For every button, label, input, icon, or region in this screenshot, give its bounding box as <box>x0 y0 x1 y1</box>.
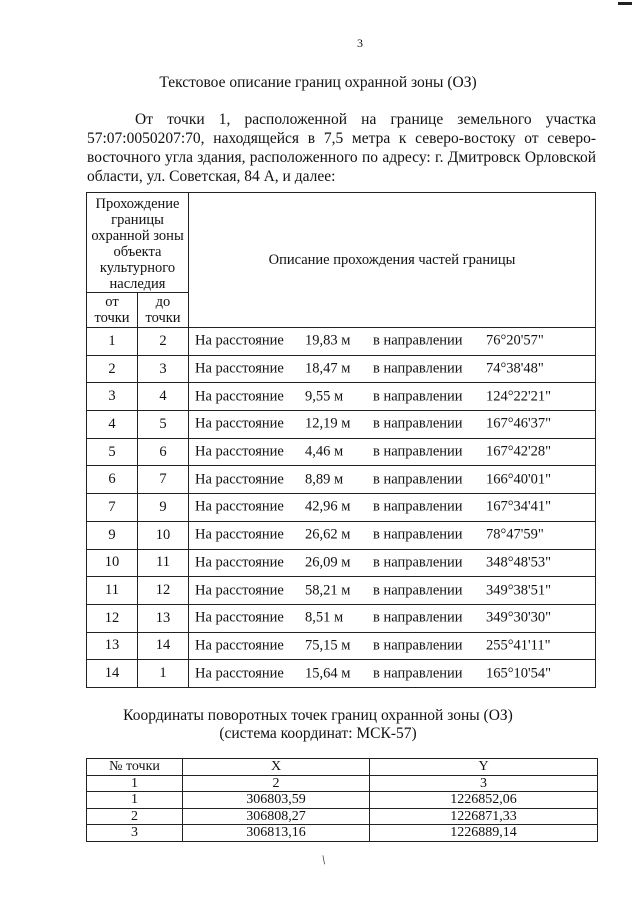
segment-description <box>189 577 596 605</box>
to-point: 6 <box>138 438 189 466</box>
coords-title-line1: Координаты поворотных точек границ охранной зоны (ОЗ) <box>123 707 513 724</box>
table-row <box>87 521 596 549</box>
from-point: 1 <box>87 328 138 356</box>
direction-angle: 255°41'11" <box>486 637 551 654</box>
header-pass: Прохождение границы охранной зоны объекта культурного наследия <box>87 193 189 293</box>
corner-mark <box>618 2 632 5</box>
coords-header-x: X <box>183 759 370 776</box>
from-point: 14 <box>87 660 138 688</box>
segment-description <box>189 383 596 411</box>
distance-value: 18,47 м <box>305 360 351 377</box>
coords-numbering: 3 <box>370 775 598 792</box>
direction-label: в направлении <box>373 554 463 571</box>
coords-header-num: № точки <box>87 759 183 776</box>
direction-label: в направлении <box>373 665 463 682</box>
distance-label: На расстояние <box>195 471 284 488</box>
direction-label: в направлении <box>373 498 463 515</box>
to-point: 3 <box>138 355 189 383</box>
distance-label: На расстояние <box>195 388 284 405</box>
to-point: 13 <box>138 604 189 632</box>
distance-value: 19,83 м <box>305 332 351 349</box>
direction-label: в направлении <box>373 443 463 460</box>
intro-paragraph <box>87 110 596 186</box>
point-number: 2 <box>87 808 183 825</box>
from-point: 3 <box>87 383 138 411</box>
distance-value: 75,15 м <box>305 637 351 654</box>
table-row <box>87 328 596 356</box>
distance-value: 26,09 м <box>305 554 351 571</box>
to-point: 4 <box>138 383 189 411</box>
distance-value: 4,46 м <box>305 443 344 460</box>
direction-label: в направлении <box>373 637 463 654</box>
coords-row <box>87 808 598 825</box>
direction-label: в направлении <box>373 388 463 405</box>
coord-x: 306803,59 <box>183 792 370 809</box>
to-point: 2 <box>138 328 189 356</box>
coords-numbering: 1 <box>87 775 183 792</box>
from-point: 4 <box>87 411 138 439</box>
distance-label: На расстояние <box>195 415 284 432</box>
distance-label: На расстояние <box>195 637 284 654</box>
segment-description <box>189 494 596 522</box>
distance-value: 26,62 м <box>305 526 351 543</box>
direction-label: в направлении <box>373 582 463 599</box>
segment-description <box>189 521 596 549</box>
coords-row <box>87 792 598 809</box>
coords-title-line2: (система координат: МСК-57) <box>219 725 417 742</box>
coord-x: 306813,16 <box>183 825 370 842</box>
coord-y: 1226852,06 <box>370 792 598 809</box>
to-point: 10 <box>138 521 189 549</box>
from-point: 11 <box>87 577 138 605</box>
segment-description <box>189 328 596 356</box>
direction-angle: 349°30'30" <box>486 609 552 626</box>
to-point: 11 <box>138 549 189 577</box>
coords-header-y: Y <box>370 759 598 776</box>
to-point: 7 <box>138 466 189 494</box>
coords-numbering: 2 <box>183 775 370 792</box>
direction-label: в направлении <box>373 415 463 432</box>
from-point: 9 <box>87 521 138 549</box>
direction-angle: 167°46'37" <box>486 415 552 432</box>
distance-value: 58,21 м <box>305 582 351 599</box>
distance-value: 8,51 м <box>305 609 344 626</box>
from-point: 2 <box>87 355 138 383</box>
to-point: 12 <box>138 577 189 605</box>
direction-angle: 124°22'21" <box>486 388 552 405</box>
coords-header-row <box>87 759 598 776</box>
direction-angle: 165°10'54" <box>486 665 552 682</box>
table-row <box>87 466 596 494</box>
coords-title <box>0 707 636 743</box>
table-row <box>87 632 596 660</box>
distance-label: На расстояние <box>195 665 284 682</box>
distance-label: На расстояние <box>195 609 284 626</box>
distance-value: 42,96 м <box>305 498 351 515</box>
to-point: 14 <box>138 632 189 660</box>
header-desc: Описание прохождения частей границы <box>189 193 596 328</box>
direction-label: в направлении <box>373 471 463 488</box>
table-row <box>87 494 596 522</box>
direction-angle: 348°48'53" <box>486 554 552 571</box>
to-point: 9 <box>138 494 189 522</box>
to-point: 1 <box>138 660 189 688</box>
intro-text: От точки 1, расположенной на границе земельного участка 57:07:0050207:70, находящейся в 7,5 метра к северо-востоку от северо-восточного угла здания, расположенного по адресу: г. Дмитровск Орловской области, ул. Советская, 84 А, и далее: <box>87 111 596 185</box>
distance-value: 9,55 м <box>305 388 344 405</box>
coords-numbering-row <box>87 775 598 792</box>
coord-x: 306808,27 <box>183 808 370 825</box>
table-row <box>87 549 596 577</box>
direction-label: в направлении <box>373 526 463 543</box>
segment-description <box>189 438 596 466</box>
direction-angle: 74°38'48" <box>486 360 544 377</box>
table-row <box>87 438 596 466</box>
to-point: 5 <box>138 411 189 439</box>
header-to: до точки <box>138 293 189 328</box>
direction-angle: 78°47'59" <box>486 526 544 543</box>
segment-description <box>189 355 596 383</box>
segment-description <box>189 411 596 439</box>
from-point: 13 <box>87 632 138 660</box>
segment-description <box>189 549 596 577</box>
distance-label: На расстояние <box>195 332 284 349</box>
distance-label: На расстояние <box>195 554 284 571</box>
boundary-table <box>86 192 596 688</box>
coords-table <box>86 758 598 842</box>
from-point: 6 <box>87 466 138 494</box>
distance-label: На расстояние <box>195 582 284 599</box>
from-point: 10 <box>87 549 138 577</box>
table-row <box>87 355 596 383</box>
direction-angle: 167°34'41" <box>486 498 552 515</box>
coord-y: 1226889,14 <box>370 825 598 842</box>
coords-row <box>87 825 598 842</box>
header-from: от точки <box>87 293 138 328</box>
distance-value: 15,64 м <box>305 665 351 682</box>
direction-label: в направлении <box>373 609 463 626</box>
from-point: 7 <box>87 494 138 522</box>
table-row <box>87 660 596 688</box>
segment-description <box>189 660 596 688</box>
from-point: 12 <box>87 604 138 632</box>
from-point: 5 <box>87 438 138 466</box>
distance-value: 12,19 м <box>305 415 351 432</box>
point-number: 3 <box>87 825 183 842</box>
segment-description <box>189 466 596 494</box>
distance-label: На расстояние <box>195 360 284 377</box>
coord-y: 1226871,33 <box>370 808 598 825</box>
direction-label: в направлении <box>373 360 463 377</box>
segment-description <box>189 632 596 660</box>
footer-mark: / <box>318 852 329 867</box>
distance-label: На расстояние <box>195 526 284 543</box>
section-title: Текстовое описание границ охранной зоны (ОЗ) <box>159 74 477 91</box>
table-row <box>87 604 596 632</box>
distance-value: 8,89 м <box>305 471 344 488</box>
segment-description <box>189 604 596 632</box>
point-number: 1 <box>87 792 183 809</box>
table-row <box>87 577 596 605</box>
distance-label: На расстояние <box>195 498 284 515</box>
table-row <box>87 383 596 411</box>
direction-angle: 167°42'28" <box>486 443 552 460</box>
direction-angle: 166°40'01" <box>486 471 552 488</box>
direction-angle: 76°20'57" <box>486 332 544 349</box>
direction-angle: 349°38'51" <box>486 582 552 599</box>
distance-label: На расстояние <box>195 443 284 460</box>
direction-label: в направлении <box>373 332 463 349</box>
page-number: 3 <box>357 36 363 50</box>
table-row <box>87 411 596 439</box>
